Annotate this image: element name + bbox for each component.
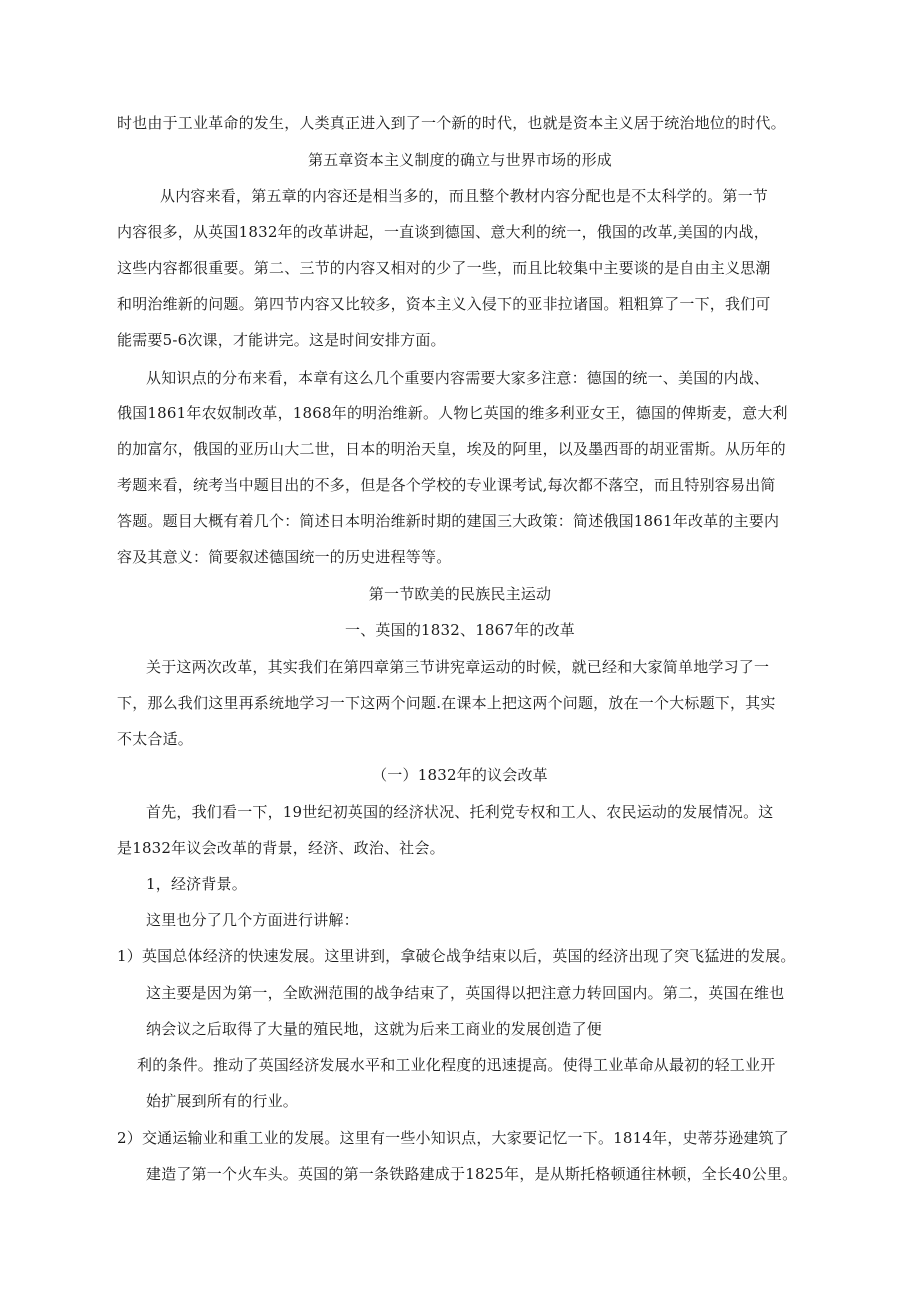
body-line: 能需要5-6次课，才能讲完。这是时间安排方面。 xyxy=(117,331,446,349)
list-item: 1）英国总体经济的快速发展。这里讲到，拿破仑战争结束以后，英国的经济出现了突飞猛进的发展。 xyxy=(117,947,796,965)
body-line: 时也由于工业革命的发生，人类真正进入到了一个新的时代，也就是资本主义居于统治地位的时代。 xyxy=(117,114,786,132)
body-line: 答题。题目大概有着几个：简述日本明治维新时期的建国三大政策：简述俄国1861年改革的主要内 xyxy=(117,512,780,530)
body-line: 关于这两次改革，其实我们在第四章第三节讲宪章运动的时候，就已经和大家简单地学习了一 xyxy=(146,658,770,676)
list-item-continuation: 纳会议之后取得了大量的殖民地，这就为后来工商业的发展创造了便 xyxy=(146,1020,603,1038)
list-item: 2）交通运输业和重工业的发展。这里有一些小知识点，大家要记忆一下。1814年，史蒂芬逊建筑了 xyxy=(117,1129,789,1147)
section-title: 第一节欧美的民族民主运动 xyxy=(368,585,552,603)
body-line: 和明治维新的问题。第四节内容又比较多，资本主义入侵下的亚非拉诸国。粗粗算了一下，我们可 xyxy=(117,295,771,313)
body-line: 俄国1861年农奴制改革，1868年的明治维新。人物匕英国的维多利亚女王，德国的俾斯麦，意大利 xyxy=(117,404,788,422)
subsection-title: 一、英国的1832、1867年的改革 xyxy=(345,621,575,639)
list-item-continuation: 利的条件。推动了英国经济发展水平和工业化程度的迅速提高。使得工业革命从最初的轻工业开 xyxy=(137,1056,776,1074)
body-line: 下，那么我们这里再系统地学习一下这两个问题.在课本上把这两个问题，放在一个大标题下，其实 xyxy=(117,694,776,712)
body-line: 是1832年议会改革的背景，经济、政治、社会。 xyxy=(117,839,445,857)
body-line: 这里也分了几个方面进行讲解： xyxy=(146,911,359,929)
body-line: 的加富尔，俄国的亚历山大二世，日本的明治天皇，埃及的阿里，以及墨西哥的胡亚雷斯。从历年的 xyxy=(117,440,786,458)
body-line: 从内容来看，第五章的内容还是相当多的，而且整个教材内容分配也是不太科学的。第一节 xyxy=(160,187,769,205)
body-line: 考题来看，统考当中题目出的不多，但是各个学校的专业课考试,每次都不落空，而且特别容易出简 xyxy=(117,476,776,494)
list-item-continuation: 始扩展到所有的行业。 xyxy=(146,1092,299,1110)
body-line: 内容很多，从英国1832年的改革讲起，一直谈到德国、意大利的统一，俄国的改革,美国的内战， xyxy=(117,223,769,241)
body-line: 这些内容都很重要。第二、三节的内容又相对的少了一些，而且比较集中主要谈的是自由主义思潮 xyxy=(117,259,771,277)
body-line: 容及其意义：简要叙述德国统一的历史进程等等。 xyxy=(117,548,452,566)
body-line: 首先，我们看一下，19世纪初英国的经济状况、托利党专权和工人、农民运动的发展情况。这 xyxy=(146,803,774,821)
body-line: 从知识点的分布来看，本章有这么几个重要内容需要大家多注意：德国的统一、美国的内战、 xyxy=(146,369,770,387)
body-line: 1，经济背景。 xyxy=(146,875,247,893)
subsection-heading: （一）1832年的议会改革 xyxy=(372,766,548,784)
body-line: 不太合适。 xyxy=(117,730,194,748)
chapter-title: 第五章资本主义制度的确立与世界市场的形成 xyxy=(307,151,612,169)
list-item-continuation: 建造了第一个火车头。英国的第一条铁路建成于1825年，是从斯托格顿通往林顿，全长40公里。 xyxy=(146,1165,798,1183)
list-item-continuation: 这主要是因为第一，全欧洲范围的战争结束了，英国得以把注意力转回国内。第二，英国在维也 xyxy=(146,984,785,1002)
